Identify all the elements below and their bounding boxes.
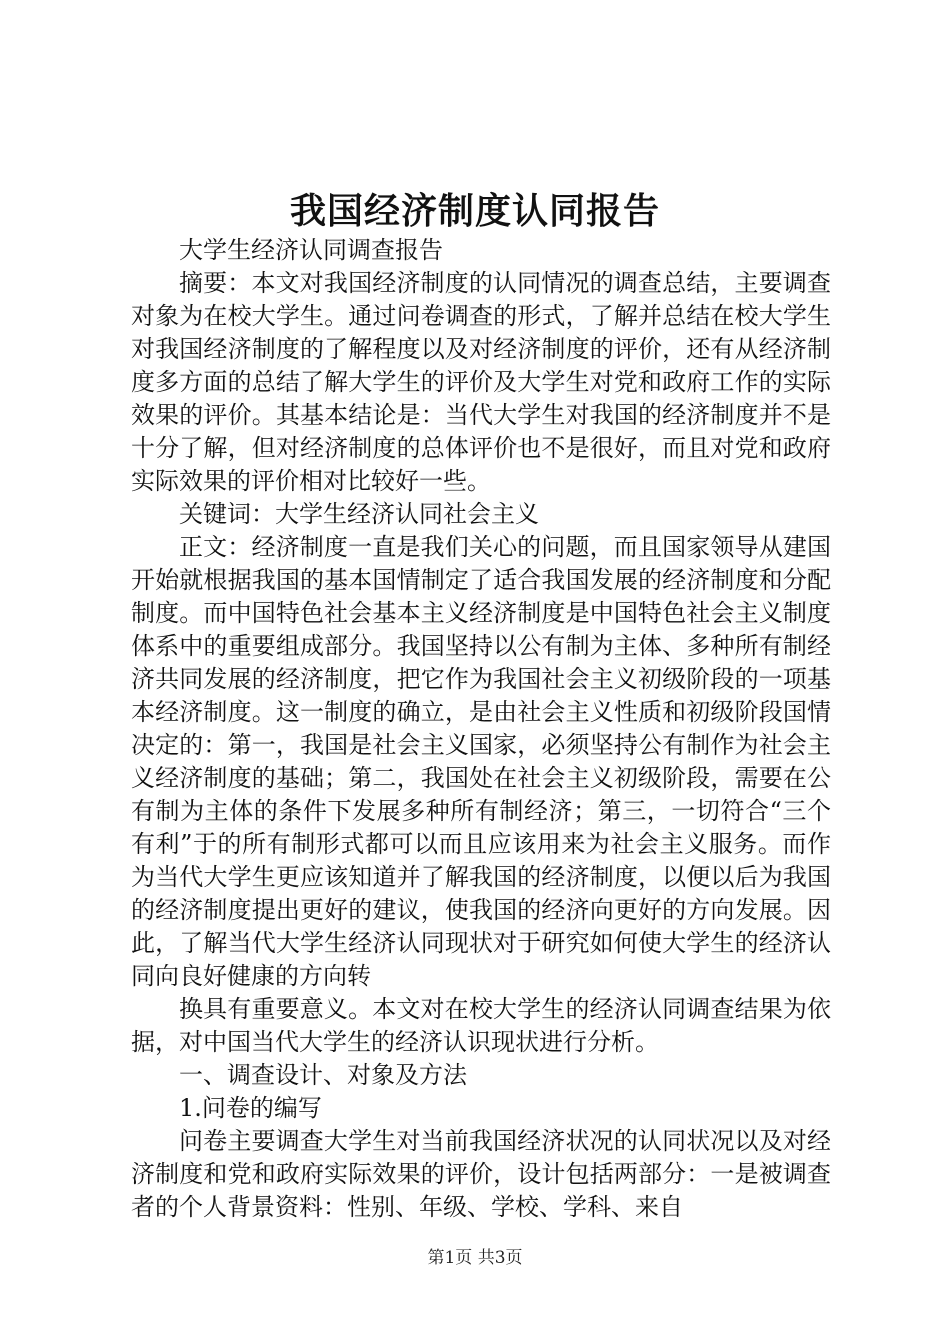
paragraph-subtitle: 大学生经济认同调查报告: [179, 236, 443, 264]
paragraph-continuation: 换具有重要意义。本文对在校大学生的经济认同调查结果为依据，对中国当代大学生的经济认识现状进行分析。: [131, 995, 831, 1056]
section-heading: 一、调查设计、对象及方法: [179, 1061, 467, 1089]
paragraph-questionnaire: 问卷主要调查大学生对当前我国经济状况的认同状况以及对经济制度和党和政府实际效果的评价，设计包括两部分：一是被调查者的个人背景资料：性别、年级、学校、学科、来自: [131, 1127, 831, 1221]
paragraph-main-text: 正文：经济制度一直是我们关心的问题，而且国家领导从建国开始就根据我国的基本国情制定了适合我国发展的经济制度和分配制度。而中国特色社会基本主义经济制度是中国特色社会主义制度体系中的重要组成部分。我国坚持以公有制为主体、多种所有制经济共同发展的经济制度，把它作为我国社会主义初级阶段的一项基本经济制度。这一制度的确立，是由社会主义性质和初级阶段国情决定的：第一，我国是社会主义国家，必须坚持公有制作为社会主义经济制度的基础；第二，我国处在社会主义初级阶段，需要在公有制为主体的条件下发展多种所有制经济；第三，一切符合“三个有利”于的所有制形式都可以而且应该用来为社会主义服务。而作为当代大学生更应该知道并了解我国的经济制度，以便以后为我国的经济制度提出更好的建议，使我国的经济向更好的方向发展。因此，了解当代大学生经济认同现状对于研究如何使大学生的经济认同向良好健康的方向转: [131, 533, 831, 990]
document-title: 我国经济制度认同报告: [289, 190, 660, 232]
document-body: [131, 234, 831, 1224]
subsection-heading: 1.问卷的编写: [179, 1094, 322, 1122]
paragraph-keywords: 关键词：大学生经济认同社会主义: [179, 500, 539, 528]
page-footer: 第1页 共3页: [427, 1248, 523, 1268]
paragraph-abstract: 摘要：本文对我国经济制度的认同情况的调查总结，主要调查对象为在校大学生。通过问卷调查的形式，了解并总结在校大学生对我国经济制度的了解程度以及对经济制度的评价，还有从经济制度多方面的总结了解大学生的评价及大学生对党和政府工作的实际效果的评价。其基本结论是：当代大学生对我国的经济制度并不是十分了解，但对经济制度的总体评价也不是很好，而且对党和政府实际效果的评价相对比较好一些。: [131, 269, 831, 495]
